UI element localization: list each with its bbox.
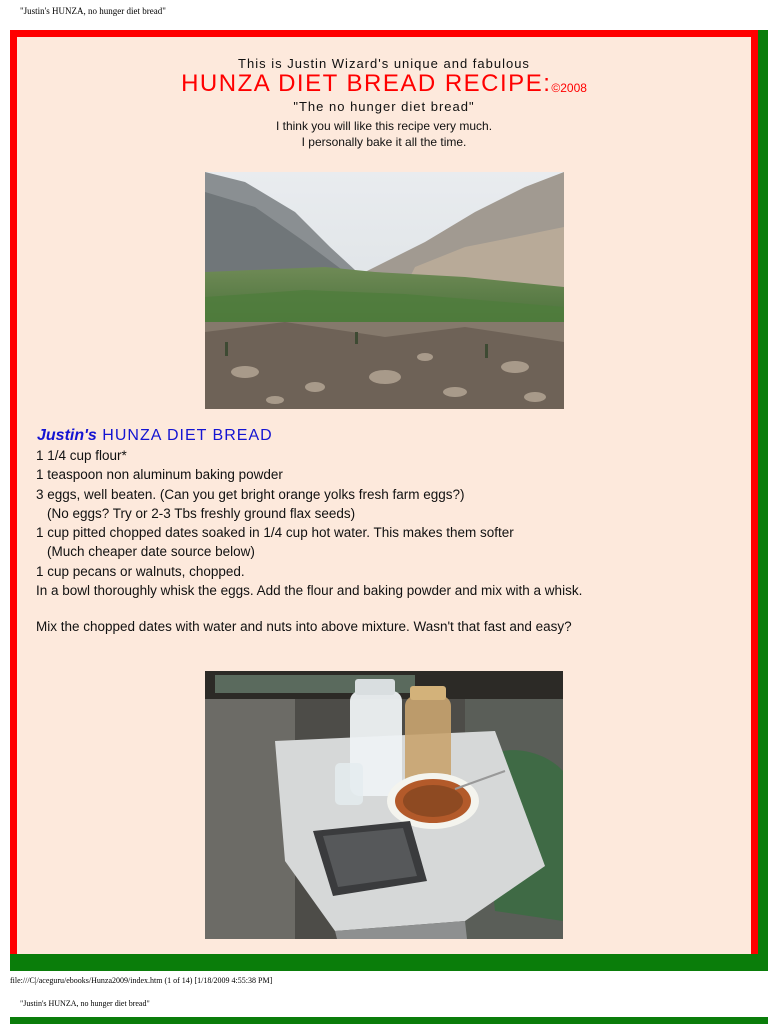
ingredient-list [36, 446, 736, 600]
intro-line: This is Justin Wizard's unique and fabulous [238, 56, 530, 71]
footer-page-title: "Justin's HUNZA, no hunger diet bread" [20, 999, 150, 1008]
main-title-text: HUNZA DIET BREAD RECIPE: [181, 70, 552, 97]
recipe-heading [37, 427, 273, 445]
instruction-line: In a bowl thoroughly whisk the eggs. Add the flour and baking powder and mix with a whisk. [36, 583, 583, 599]
recipe-main-title [17, 70, 751, 98]
next-page-frame-edge [10, 1017, 768, 1024]
ingredient-line: (Much cheaper date source below) [47, 544, 255, 560]
hunza-valley-photo [205, 172, 564, 409]
tagline: "The no hunger diet bread" [293, 99, 475, 114]
intro-note-2: I personally bake it all the time. [301, 135, 467, 149]
copyright-text: ©2008 [551, 81, 587, 95]
recipe-title: HUNZA DIET BREAD [102, 427, 273, 444]
recipe-author: Justin's [37, 427, 97, 444]
footer-file-path: file:///C|/aceguru/ebooks/Hunza2009/index.htm (1 of 14) [1/18/2009 4:55:38 PM] [10, 976, 273, 985]
ingredient-line: 1 teaspoon non aluminum baking powder [36, 467, 283, 483]
ingredient-line: (No eggs? Try or 2-3 Tbs freshly ground flax seeds) [47, 505, 356, 521]
ingredient-line: 1 cup pitted chopped dates soaked in 1/4 cup hot water. This makes them softer [36, 525, 514, 541]
content-panel [17, 37, 751, 954]
ingredient-line: 1 1/4 cup flour* [36, 448, 127, 463]
ingredient-line: 3 eggs, well beaten. (Can you get bright orange yolks fresh farm eggs?) [36, 486, 465, 502]
ingredient-line: 1 cup pecans or walnuts, chopped. [36, 563, 245, 579]
page-header-title: "Justin's HUNZA, no hunger diet bread" [20, 6, 166, 16]
kitchen-table-photo [205, 671, 563, 939]
intro-note-1: I think you will like this recipe very much. [275, 119, 493, 133]
mix-instruction: Mix the chopped dates with water and nuts into above mixture. Wasn't that fast and easy? [36, 619, 572, 634]
